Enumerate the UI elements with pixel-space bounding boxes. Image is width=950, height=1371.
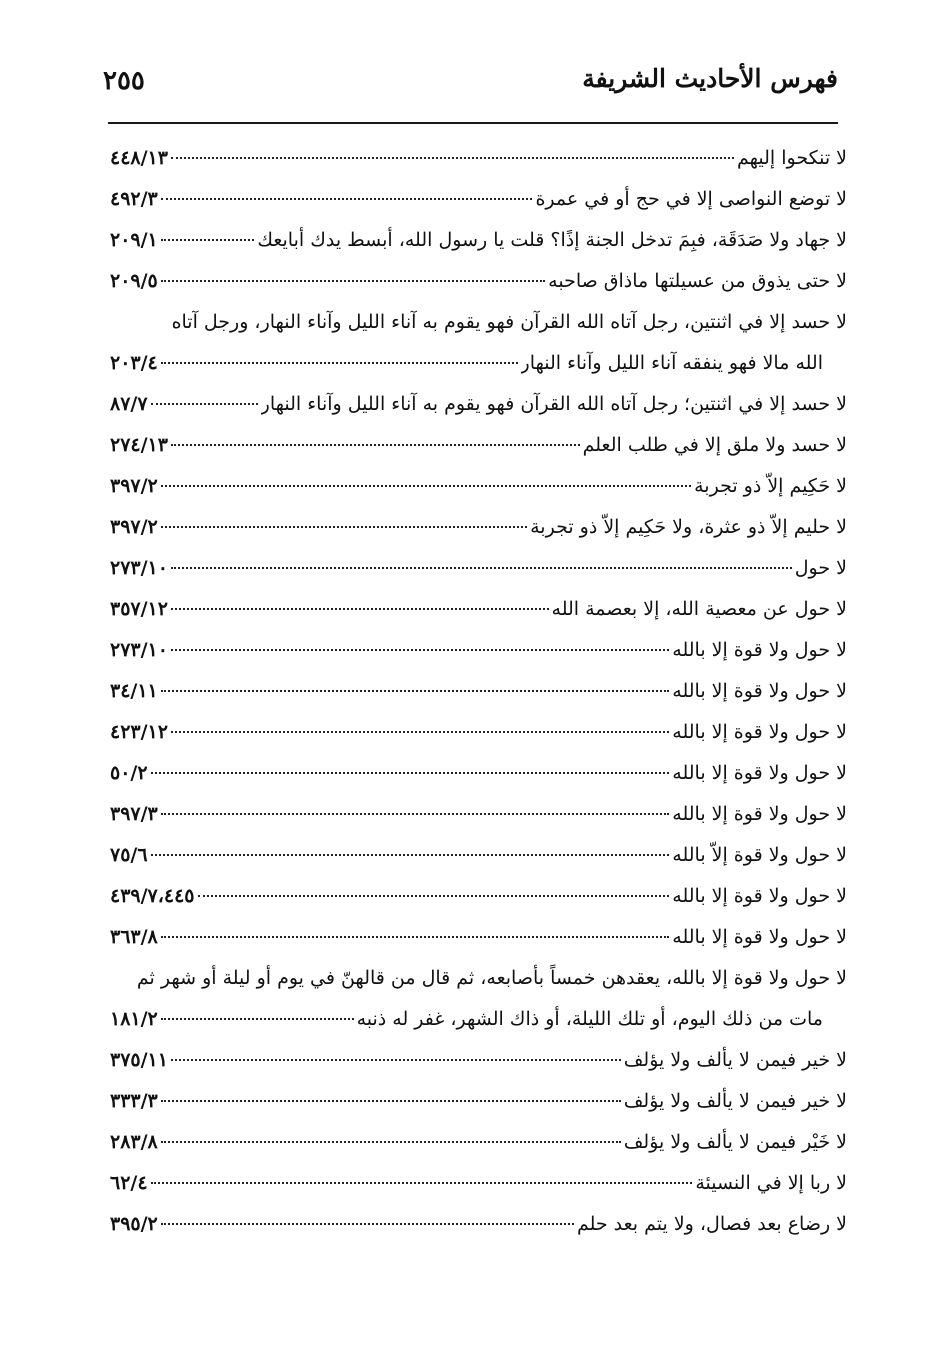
hadith-index-list bbox=[110, 138, 847, 1245]
entry-text: لا حول ولا قوة إلاّ بالله bbox=[672, 844, 847, 866]
entry-reference: ٢٨٣/٨ bbox=[110, 1131, 158, 1153]
entry-reference: ٣٦٣/٨ bbox=[110, 926, 158, 948]
index-entry bbox=[110, 466, 847, 507]
page-title: فهرس الأحاديث الشريفة bbox=[582, 64, 838, 93]
dot-leader bbox=[171, 1059, 621, 1061]
entry-text: لا حول ولا قوة إلا بالله bbox=[672, 926, 847, 948]
entry-text: لا حول ولا قوة إلا بالله bbox=[672, 762, 847, 784]
entry-text-continued: الله مالا فهو ينفقه آناء الليل وآناء النهار bbox=[520, 352, 823, 374]
entry-reference: ٦٢/٤ bbox=[110, 1172, 148, 1194]
entry-reference: ٥٠/٢ bbox=[110, 762, 148, 784]
entry-reference: ٢٧٣/١٠ bbox=[110, 557, 168, 579]
entry-text: لا جهاد ولا صَدَقَة، فبِمَ تدخل الجنة إذًا؟ قلت يا رسول الله، أبسط يدك أبايعك bbox=[257, 229, 847, 251]
dot-leader bbox=[161, 1018, 354, 1020]
index-entry bbox=[110, 1204, 847, 1245]
dot-leader bbox=[161, 280, 545, 282]
entry-text: لا رضاع بعد فصال، ولا يتم بعد حلم bbox=[576, 1213, 847, 1235]
entry-reference: ٣٥٧/١٢ bbox=[110, 598, 168, 620]
dot-leader bbox=[161, 485, 691, 487]
entry-text: لا حول bbox=[794, 557, 847, 579]
index-entry bbox=[110, 302, 847, 384]
dot-leader bbox=[161, 936, 670, 938]
entry-reference: ٢٠٣/٤ bbox=[110, 352, 158, 374]
entry-text: لا حسد إلا في اثنتين، رجل آتاه الله القرآن فهو يقوم به آناء الليل وآناء النهار، ورجل آتاه bbox=[171, 311, 847, 333]
index-entry bbox=[110, 712, 847, 753]
dot-leader bbox=[171, 157, 734, 159]
header-divider bbox=[108, 122, 838, 124]
index-entry bbox=[110, 138, 847, 179]
index-entry bbox=[110, 1163, 847, 1204]
dot-leader bbox=[198, 895, 670, 897]
dot-leader bbox=[161, 198, 533, 200]
entry-reference: ٤٤٨/١٣ bbox=[110, 147, 168, 169]
index-entry bbox=[110, 179, 847, 220]
dot-leader bbox=[151, 772, 670, 774]
entry-text: لا حليم إلاّ ذو عثرة، ولا حَكِيم إلاّ ذو تجربة bbox=[530, 516, 847, 538]
index-entry bbox=[110, 425, 847, 466]
entry-reference: ٤٢٣/١٢ bbox=[110, 721, 168, 743]
index-entry bbox=[110, 958, 847, 1040]
entry-text: لا حسد ولا ملق إلا في طلب العلم bbox=[582, 434, 847, 456]
index-entry bbox=[110, 917, 847, 958]
index-entry bbox=[110, 548, 847, 589]
index-entry bbox=[110, 835, 847, 876]
index-entry bbox=[110, 630, 847, 671]
dot-leader bbox=[171, 731, 669, 733]
index-entry bbox=[110, 589, 847, 630]
entry-text: لا حول ولا قوة إلا بالله bbox=[672, 680, 847, 702]
dot-leader bbox=[171, 649, 669, 651]
entry-text: لا حول ولا قوة إلا بالله bbox=[672, 803, 847, 825]
dot-leader bbox=[171, 608, 549, 610]
entry-text: لا حول ولا قوة إلا بالله bbox=[672, 721, 847, 743]
dot-leader bbox=[151, 403, 258, 405]
entry-text: لا تنكحوا إليهم bbox=[737, 147, 847, 169]
index-entry bbox=[110, 384, 847, 425]
entry-reference: ٣٩٥/٢ bbox=[110, 1213, 158, 1235]
entry-text: لا خير فيمن لا يألف ولا يؤلف bbox=[623, 1049, 847, 1071]
dot-leader bbox=[161, 1141, 621, 1143]
dot-leader bbox=[161, 813, 670, 815]
entry-reference: ٣٩٧/٣ bbox=[110, 803, 158, 825]
entry-text: لا حسد إلا في اثنتين؛ رجل آتاه الله القرآن فهو يقوم به آناء الليل وآناء النهار bbox=[260, 393, 847, 415]
entry-text: لا حول ولا قوة إلا بالله bbox=[672, 639, 847, 661]
dot-leader bbox=[171, 567, 792, 569]
index-entry bbox=[110, 794, 847, 835]
index-entry bbox=[110, 1122, 847, 1163]
entry-text: لا حول ولا قوة إلا بالله bbox=[672, 885, 847, 907]
dot-leader bbox=[161, 690, 670, 692]
dot-leader bbox=[151, 854, 670, 856]
entry-reference: ٣٩٧/٢ bbox=[110, 516, 158, 538]
entry-text: لا ربا إلا في النسيئة bbox=[695, 1172, 847, 1194]
entry-reference: ٣٧٥/١١ bbox=[110, 1049, 168, 1071]
entry-reference: ٧٥/٦ bbox=[110, 844, 148, 866]
entry-text: لا حتى يذوق من عسيلتها ماذاق صاحبه bbox=[548, 270, 847, 292]
index-entry bbox=[110, 220, 847, 261]
entry-text: لا خير فيمن لا يألف ولا يؤلف bbox=[623, 1090, 847, 1112]
entry-reference: ٨٧/٧ bbox=[110, 393, 148, 415]
dot-leader bbox=[161, 1223, 574, 1225]
dot-leader bbox=[161, 239, 255, 241]
entry-text: لا حَكِيم إلاّ ذو تجربة bbox=[694, 475, 847, 497]
dot-leader bbox=[161, 1100, 621, 1102]
index-entry bbox=[110, 671, 847, 712]
entry-reference: ٣٣٣/٣ bbox=[110, 1090, 158, 1112]
entry-reference: ٢٠٩/٥ bbox=[110, 270, 158, 292]
entry-reference: ٣٤/١١ bbox=[110, 680, 158, 702]
entry-reference: ٤٣٩/٧،٤٤٥ bbox=[110, 885, 195, 907]
page-number: ٢٥٥ bbox=[103, 66, 145, 96]
dot-leader bbox=[161, 362, 518, 364]
entry-text: لا حول ولا قوة إلا بالله، يعقدهن خمساً بأصابعه، ثم قال من قالهنّ في يوم أو ليلة أو شهر ثم bbox=[136, 967, 847, 989]
entry-reference: ٢٧٣/١٠ bbox=[110, 639, 168, 661]
index-entry bbox=[110, 261, 847, 302]
entry-text: لا توضع النواصى إلا في حج أو في عمرة bbox=[535, 188, 847, 210]
dot-leader bbox=[171, 444, 580, 446]
entry-text: لا خَيْر فيمن لا يألف ولا يؤلف bbox=[623, 1131, 847, 1153]
entry-reference: ١٨١/٢ bbox=[110, 1008, 158, 1030]
dot-leader bbox=[151, 1182, 693, 1184]
entry-text: لا حول عن معصية الله، إلا بعصمة الله bbox=[551, 598, 847, 620]
entry-reference: ٢٧٤/١٣ bbox=[110, 434, 168, 456]
entry-reference: ٣٩٧/٢ bbox=[110, 475, 158, 497]
index-entry bbox=[110, 876, 847, 917]
index-entry bbox=[110, 1040, 847, 1081]
dot-leader bbox=[161, 526, 527, 528]
entry-reference: ٤٩٢/٣ bbox=[110, 188, 158, 210]
entry-reference: ٢٠٩/١ bbox=[110, 229, 158, 251]
index-entry bbox=[110, 507, 847, 548]
index-entry bbox=[110, 753, 847, 794]
index-entry bbox=[110, 1081, 847, 1122]
entry-text-continued: مات من ذلك اليوم، أو تلك الليلة، أو ذاك الشهر، غفر له ذنبه bbox=[356, 1008, 823, 1030]
